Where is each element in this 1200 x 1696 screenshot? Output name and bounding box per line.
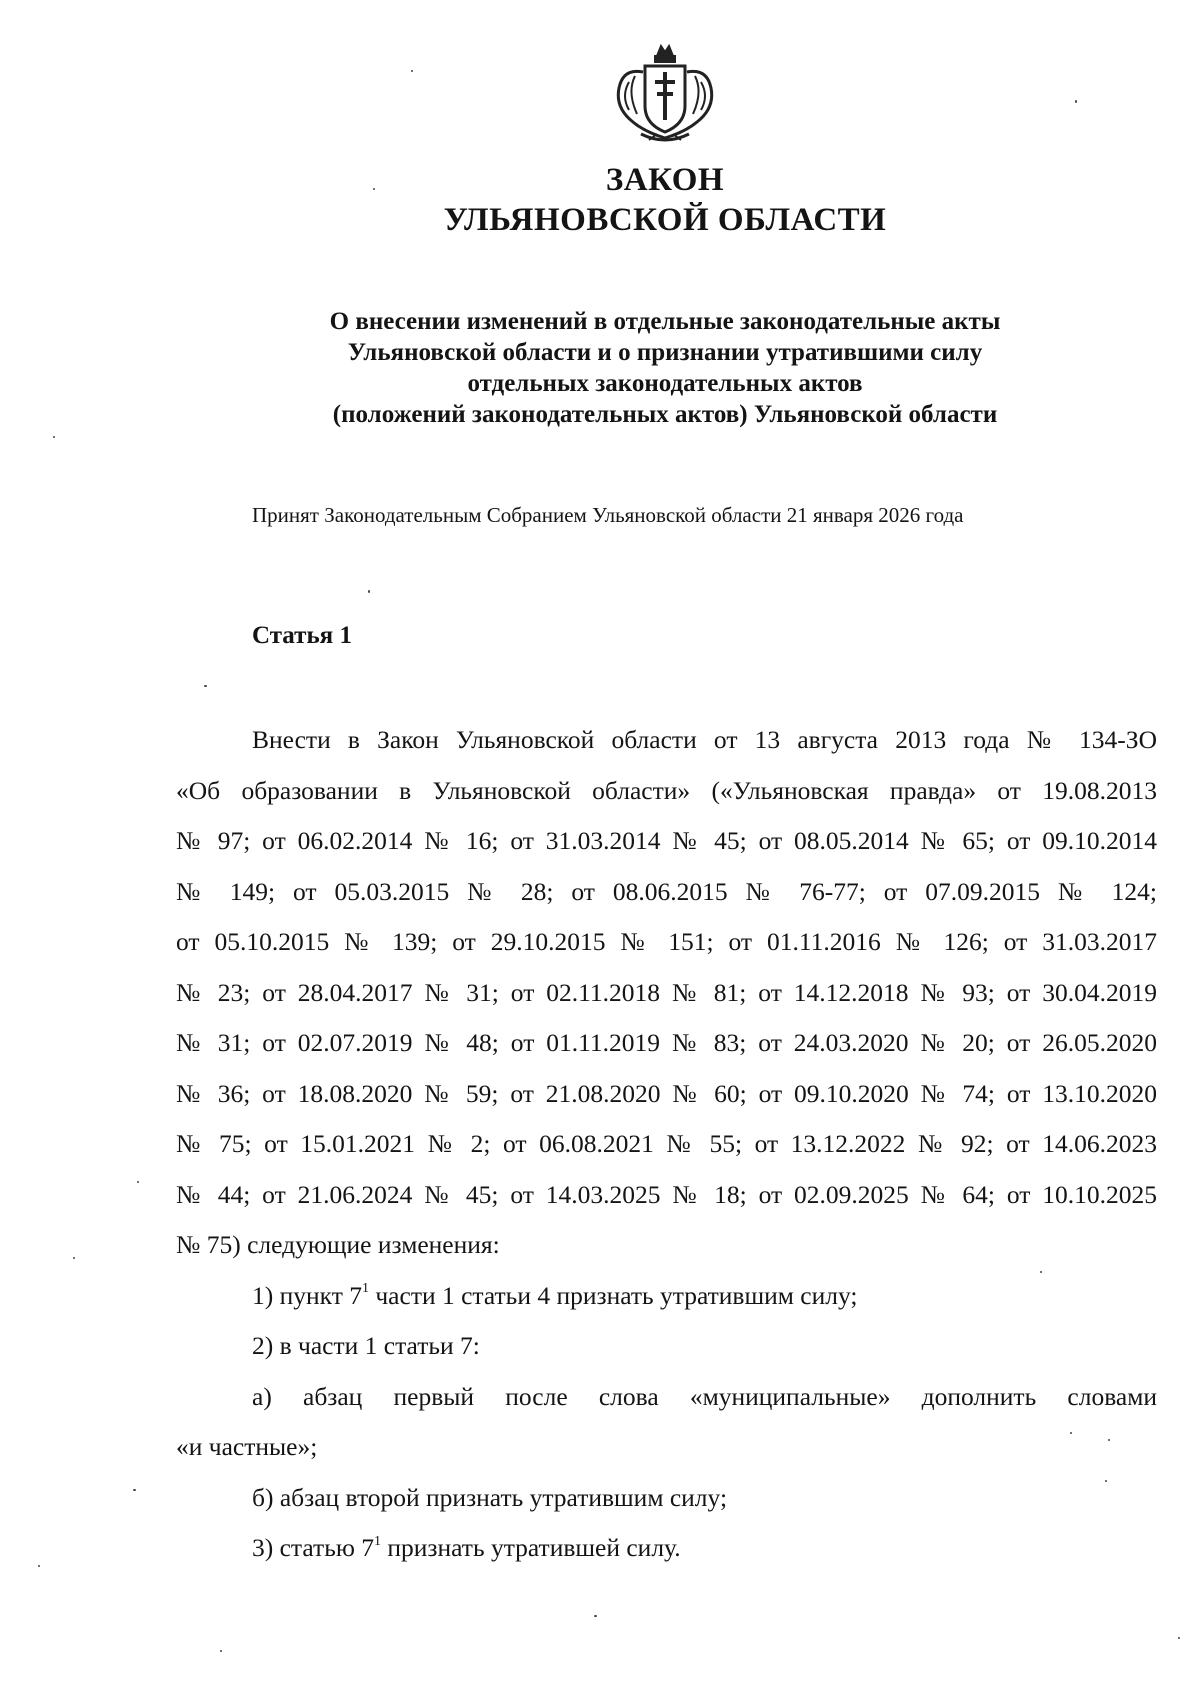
body-line: № 75) следующие изменения: [176, 1230, 500, 1259]
law-subject [200, 306, 1130, 430]
body-line: Внести в Закон Ульяновской области от 13 августа 2013 года № 134-ЗО [252, 725, 1157, 754]
article-heading: Статья 1 [252, 622, 352, 649]
scan-speck [73, 1257, 75, 1259]
scan-speck [137, 1181, 139, 1183]
body-line: № 44; от 21.06.2024 № 45; от 14.03.2025 № 18; от 02.09.2025 № 64; от 10.10.2025 [176, 1179, 1157, 1209]
subject-line: Ульяновской области и о признании утратившими силу [347, 339, 983, 366]
superscript: 1 [374, 1533, 381, 1549]
adoption-note: Принят Законодательным Собранием Ульяновской области 21 января 2026 года [252, 503, 964, 527]
scan-speck [1108, 1439, 1110, 1441]
body-line: от 05.10.2015 № 139; от 29.10.2015 № 151; от 01.11.2016 № 126; от 31.03.2017 [176, 927, 1157, 956]
scan-speck [220, 1650, 222, 1652]
list-item-text: 3) статью 7 [252, 1533, 374, 1562]
subject-line: отдельных законодательных актов [467, 370, 863, 397]
list-item-text: 1) пункт 7 [252, 1280, 362, 1310]
scan-speck [411, 70, 413, 72]
body-line: «Об образовании в Ульяновской области» («Ульяновская правда» от 19.08.2013 [176, 775, 1157, 805]
body-line: № 31; от 02.07.2019 № 48; от 01.11.2019 № 83; от 24.03.2020 № 20; от 26.05.2020 [176, 1028, 1157, 1057]
scan-speck [1075, 100, 1077, 103]
scan-speck [133, 1489, 136, 1491]
scan-speck [373, 188, 375, 190]
body-line: № 23; от 28.04.2017 № 31; от 02.11.2018 № 81; от 14.12.2018 № 93; от 30.04.2019 [176, 977, 1157, 1007]
article-body [176, 715, 1157, 1574]
subject-line: (положений законодательных актов) Ульяновской области [332, 401, 998, 428]
list-item-2a-cont: «и частные»; [176, 1432, 318, 1461]
list-item-text: части 1 статьи 4 признать утратившим силу; [368, 1280, 858, 1310]
scan-speck [1040, 1271, 1042, 1273]
coat-of-arms-emblem-icon [605, 42, 725, 150]
list-item-1 [176, 1271, 1157, 1322]
list-item-3 [176, 1523, 1157, 1574]
scan-speck [368, 590, 370, 593]
list-item-2a: а) абзац первый после слова «муниципальные» дополнить словами [252, 1381, 1157, 1411]
law-title-line2: УЛЬЯНОВСКОЙ ОБЛАСТИ [443, 202, 887, 238]
body-line: № 36; от 18.08.2020 № 59; от 21.08.2020 № 60; от 09.10.2020 № 74; от 13.10.2020 [176, 1078, 1157, 1108]
subject-line: О внесении изменений в отдельные законодательные акты [329, 308, 1001, 335]
scan-speck [594, 1615, 597, 1617]
body-line: № 149; от 05.03.2015 № 28; от 08.06.2015 № 76-77; от 07.09.2015 № 124; [176, 876, 1157, 906]
list-item-2: 2) в части 1 статьи 7: [252, 1331, 480, 1360]
list-item-2b: б) абзац второй признать утратившим силу; [252, 1482, 728, 1512]
scan-speck [1070, 1432, 1072, 1434]
scan-speck [1178, 1637, 1180, 1639]
scan-speck [38, 1565, 40, 1567]
scan-speck [1105, 1480, 1107, 1482]
scan-speck [53, 436, 55, 438]
scan-speck [204, 685, 207, 687]
superscript: 1 [361, 1281, 369, 1296]
law-title-line1: ЗАКОН [605, 162, 725, 198]
body-line: № 75; от 15.01.2021 № 2; от 06.08.2021 № 55; от 13.12.2022 № 92; от 14.06.2023 [176, 1129, 1157, 1158]
body-line: № 97; от 06.02.2014 № 16; от 31.03.2014 № 45; от 08.05.2014 № 65; от 09.10.2014 [176, 826, 1157, 855]
list-item-text: признать утратившей силу. [381, 1533, 681, 1562]
